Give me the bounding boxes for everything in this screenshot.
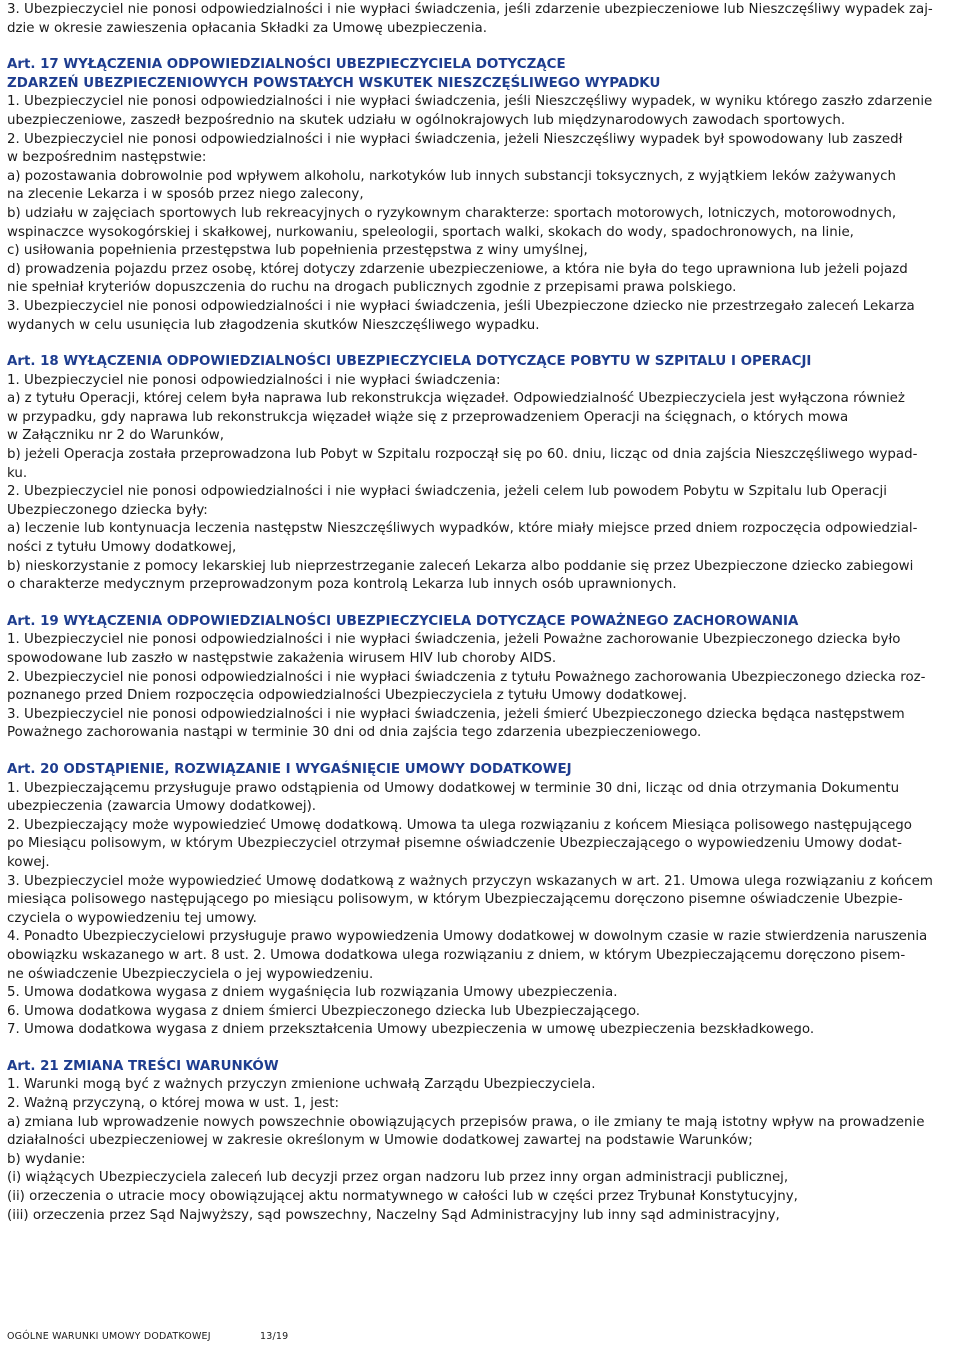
text-line: (i) wiążących Ubezpieczyciela zaleceń lub decyzji przez organ nadzoru lub przez inny organ administracji publicznej, bbox=[7, 1170, 789, 1186]
page-number: 13/19 bbox=[260, 1331, 289, 1342]
text-line: b) udziału w zajęciach sportowych lub rekreacyjnych o ryzykownym charakterze: sportach motorowych, lotniczych, motorowodnych, bbox=[7, 205, 897, 221]
text-line: spowodowane lub zaszło w następstwie zakażenia wirusem HIV lub choroby AIDS. bbox=[7, 651, 557, 666]
text-line: ubezpieczeniowe, zaszedł bezpośrednio na skutek udziału w ogólnokrajowych lub międzynarodowych zawodach sportowych. bbox=[7, 112, 846, 128]
article-heading bbox=[7, 1058, 958, 1077]
article-heading bbox=[7, 761, 958, 780]
heading-line: Art. 21 ZMIANA TREŚCI WARUNKÓW bbox=[7, 1058, 279, 1074]
heading-line: Art. 19 WYŁĄCZENIA ODPOWIEDZIALNOŚCI UBEZPIECZYCIELA DOTYCZĄCE POWAŻNEGO ZACHOROWANIA bbox=[7, 613, 799, 629]
text-line: dzie w okresie zawieszenia opłacania Składki za Umowę ubezpieczenia. bbox=[7, 20, 488, 36]
article-heading bbox=[7, 56, 958, 93]
text-line: Poważnego zachorowania nastąpi w terminie 30 dni od dnia zajścia tego zdarzenia ubezpieczeniowego. bbox=[7, 725, 702, 741]
text-line: obowiązku wskazanego w art. 8 ust. 2. Umowa dodatkowa ulega rozwiązaniu z dniem, w którym Ubezpieczającemu doręczono pisem- bbox=[7, 947, 906, 963]
paragraph bbox=[7, 93, 958, 335]
section-spacer bbox=[7, 1040, 958, 1058]
text-line: 1. Ubezpieczyciel nie ponosi odpowiedzialności i nie wypłaci świadczenia, jeżeli Poważne zachorowanie Ubezpieczonego dziecka było bbox=[7, 632, 901, 648]
text-line: d) prowadzenia pojazdu przez osobę, której dotyczy zdarzenie ubezpieczeniowe, a która nie była do tego uprawniona lub jeżeli pojazd bbox=[7, 261, 908, 277]
heading-line: Art. 20 ODSTĄPIENIE, ROZWIĄZANIE I WYGAŚNIĘCIE UMOWY DODATKOWEJ bbox=[7, 761, 572, 777]
paragraph bbox=[7, 1076, 958, 1225]
section-spacer bbox=[7, 38, 958, 56]
text-line: 3. Ubezpieczyciel nie ponosi odpowiedzialności i nie wypłaci świadczenia, jeżeli śmierć Ubezpieczonego dziecka będąca następstwem bbox=[7, 706, 905, 722]
text-line: 5. Umowa dodatkowa wygasa z dniem wygaśnięcia lub rozwiązania Umowy ubezpieczenia. bbox=[7, 985, 618, 1001]
heading-line: Art. 18 WYŁĄCZENIA ODPOWIEDZIALNOŚCI UBEZPIECZYCIELA DOTYCZĄCE POBYTU W SZPITALU I OPERACJI bbox=[7, 354, 812, 370]
text-line: czyciela o wypowiedzeniu tej umowy. bbox=[7, 910, 257, 926]
section-spacer bbox=[7, 335, 958, 353]
text-line: 4. Ponadto Ubezpieczycielowi przysługuje prawo wypowiedzenia Umowy dodatkowej w dowolnym czasie w razie stwierdzenia naruszenia bbox=[7, 929, 928, 945]
text-line: poznanego przed Dniem rozpoczęcia odpowiedzialności Ubezpieczyciela z tytułu Umowy dodatkowej. bbox=[7, 688, 687, 704]
text-line: 1. Ubezpieczającemu przysługuje prawo odstąpienia od Umowy dodatkowej w terminie 30 dni, licząc od dnia otrzymania Dokumentu bbox=[7, 780, 900, 796]
text-line: ności z tytułu Umowy dodatkowej, bbox=[7, 540, 237, 556]
text-line: b) nieskorzystanie z pomocy lekarskiej lub nieprzestrzeganie zaleceń Lekarza albo poddanie się przez Ubezpieczone dziecko zabiegowi bbox=[7, 558, 914, 574]
text-line: nie spełniał kryteriów dopuszczenia do ruchu na drogach publicznych zgodnie z przepisami prawa polskiego. bbox=[7, 280, 737, 296]
text-line: 2. Ubezpieczyciel nie ponosi odpowiedzialności i nie wypłaci świadczenia, jeżeli Nieszczęśliwy wypadek był spowodowany lub zaszedł bbox=[7, 131, 903, 147]
paragraph bbox=[7, 780, 958, 1040]
page-footer bbox=[7, 1331, 288, 1342]
text-line: 2. Ubezpieczyciel nie ponosi odpowiedzialności i nie wypłaci świadczenia z tytułu Poważnego zachorowania Ubezpieczonego dziecka roz- bbox=[7, 669, 926, 685]
text-line: miesiąca polisowego następującego po miesiącu polisowym, w którym Ubezpieczającemu doręczono pisemne oświadczenie Ubezpie- bbox=[7, 892, 903, 908]
article-heading bbox=[7, 353, 958, 372]
text-line: działalności ubezpieczeniowej w zakresie określonym w Umowie dodatkowej zawartej na podstawie Warunków; bbox=[7, 1133, 753, 1149]
text-line: 1. Warunki mogą być z ważnych przyczyn zmienione uchwałą Zarządu Ubezpieczyciela. bbox=[7, 1077, 596, 1093]
text-line: a) leczenie lub kontynuacja leczenia następstw Nieszczęśliwych wypadków, które miały miejsce przed dniem rozpoczęcia odpowiedzial- bbox=[7, 521, 918, 537]
paragraph bbox=[7, 631, 958, 743]
text-line: c) usiłowania popełnienia przestępstwa lub popełnienia przestępstwa z winy umyślnej, bbox=[7, 243, 588, 259]
text-line: a) z tytułu Operacji, której celem była naprawa lub rekonstrukcja więzadeł. Odpowiedzialność Ubezpieczyciela jest wyłączona również bbox=[7, 391, 905, 407]
text-line: b) wydanie: bbox=[7, 1151, 86, 1167]
section-spacer bbox=[7, 595, 958, 613]
text-line: a) zmiana lub wprowadzenie nowych powszechnie obowiązujących przepisów prawa, o ile zmiany te mają istotny wpływ na prowadzenie bbox=[7, 1114, 925, 1130]
text-line: o charakterze medycznym przeprowadzonym poza kontrolą Lekarza lub innych osób uprawnionych. bbox=[7, 577, 677, 593]
paragraph bbox=[7, 1, 958, 38]
text-line: kowej. bbox=[7, 854, 50, 870]
text-line: Ubezpieczonego dziecka były: bbox=[7, 502, 208, 518]
heading-line: ZDARZEŃ UBEZPIECZENIOWYCH POWSTAŁYCH WSKUTEK NIESZCZĘŚLIWEGO WYPADKU bbox=[7, 75, 661, 91]
text-line: 7. Umowa dodatkowa wygasa z dniem przekształcenia Umowy ubezpieczenia w umowę ubezpieczenia bezskładkowego. bbox=[7, 1022, 815, 1038]
text-line: 3. Ubezpieczyciel nie ponosi odpowiedzialności i nie wypłaci świadczenia, jeśli zdarzenie ubezpieczeniowe lub Nieszczęśliwy wypadek zaj- bbox=[7, 2, 933, 17]
text-line: a) pozostawania dobrowolnie pod wpływem alkoholu, narkotyków lub innych substancji toksycznych, z wyjątkiem leków zażywanych bbox=[7, 168, 896, 184]
text-line: 6. Umowa dodatkowa wygasa z dniem śmierci Ubezpieczonego dziecka lub Ubezpieczającego. bbox=[7, 1003, 641, 1019]
text-line: 2. Ubezpieczający może wypowiedzieć Umowę dodatkową. Umowa ta ulega rozwiązaniu z końcem Miesiąca polisowego następującego bbox=[7, 817, 912, 833]
text-line: 1. Ubezpieczyciel nie ponosi odpowiedzialności i nie wypłaci świadczenia, jeśli Nieszczęśliwy wypadek, w wyniku którego zaszło zdarzenie bbox=[7, 94, 933, 110]
text-line: 2. Ubezpieczyciel nie ponosi odpowiedzialności i nie wypłaci świadczenia, jeżeli celem lub powodem Pobytu w Szpitalu lub Operacji bbox=[7, 484, 887, 500]
text-line: 1. Ubezpieczyciel nie ponosi odpowiedzialności i nie wypłaci świadczenia: bbox=[7, 372, 501, 388]
text-line: (iii) orzeczenia przez Sąd Najwyższy, sąd powszechny, Naczelny Sąd Administracyjny lub inny sąd administracyjny, bbox=[7, 1207, 780, 1223]
paragraph bbox=[7, 372, 958, 595]
document-body bbox=[7, 1, 958, 1225]
text-line: wspinaczce wysokogórskiej i skałkowej, nurkowaniu, speleologii, sportach walki, skokach do wody, spadochronowych, na linie, bbox=[7, 224, 854, 240]
text-line: 2. Ważną przyczyną, o której mowa w ust. 1, jest: bbox=[7, 1096, 339, 1112]
text-line: 3. Ubezpieczyciel może wypowiedzieć Umowę dodatkową z ważnych przyczyn wskazanych w art. 21. Umowa ulega rozwiązaniu z końcem bbox=[7, 873, 933, 889]
text-line: b) jeżeli Operacja została przeprowadzona lub Pobyt w Szpitalu rozpoczął się po 60. dniu, licząc od dnia zajścia Nieszczęśliwego wypad- bbox=[7, 447, 918, 463]
text-line: ku. bbox=[7, 465, 28, 481]
text-line: ubezpieczenia (zawarcia Umowy dodatkowej). bbox=[7, 799, 317, 815]
text-line: 3. Ubezpieczyciel nie ponosi odpowiedzialności i nie wypłaci świadczenia, jeśli Ubezpieczone dziecko nie przestrzegało zaleceń Lekarza bbox=[7, 298, 915, 314]
heading-line: Art. 17 WYŁĄCZENIA ODPOWIEDZIALNOŚCI UBEZPIECZYCIELA DOTYCZĄCE bbox=[7, 57, 566, 73]
text-line: (ii) orzeczenia o utracie mocy obowiązującej aktu normatywnego w całości lub w części przez Trybunał Konstytucyjny, bbox=[7, 1189, 798, 1205]
footer-title: OGÓLNE WARUNKI UMOWY DODATKOWEJ bbox=[7, 1331, 211, 1342]
text-line: w Załączniku nr 2 do Warunków, bbox=[7, 428, 225, 444]
text-line: ne oświadczenie Ubezpieczyciela o jej wypowiedzeniu. bbox=[7, 966, 374, 982]
text-line: po Miesiącu polisowym, w którym Ubezpieczyciel otrzymał pisemne oświadczenie Ubezpieczającego o wypowiedzeniu Umowy dodat- bbox=[7, 836, 902, 852]
text-line: na zlecenie Lekarza i w sposób przez niego zalecony, bbox=[7, 187, 364, 203]
article-heading bbox=[7, 613, 958, 632]
text-line: w przypadku, gdy naprawa lub rekonstrukcja więzadeł wiąże się z przeprowadzeniem Operacji na ścięgnach, o których mowa bbox=[7, 409, 849, 425]
section-spacer bbox=[7, 743, 958, 761]
text-line: wydanych w celu usunięcia lub złagodzenia skutków Nieszczęśliwego wypadku. bbox=[7, 317, 540, 333]
text-line: w bezpośrednim następstwie: bbox=[7, 150, 207, 166]
